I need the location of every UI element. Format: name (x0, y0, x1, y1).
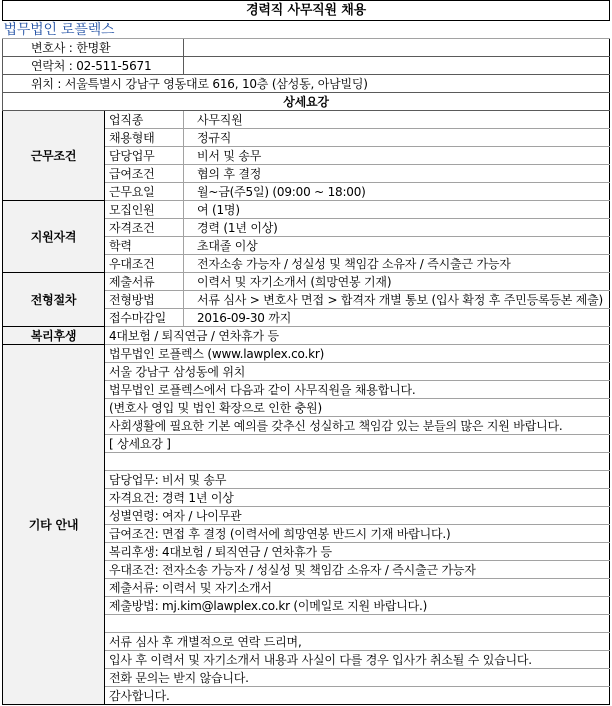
note-line: 법무법인 로플렉스 (www.lawplex.co.kr) (105, 345, 610, 363)
value-education: 초대졸 이상 (184, 237, 610, 255)
posting-title: 경력직 사무직원 채용 (3, 1, 610, 21)
label-job-category: 업직종 (105, 111, 184, 129)
note-detail-line: 제출방법: mj.kim@lawplex.co.kr (이메일로 지원 바랍니다.) (105, 597, 610, 615)
note-closing-line: 입사 후 이력서 및 자기소개서 내용과 사실이 다를 경우 입사가 취소될 수 있습니다. (105, 651, 610, 669)
note-detail-line: 복리후생: 4대보험 / 퇴직연금 / 연차휴가 등 (105, 543, 610, 561)
title-row (3, 1, 610, 21)
lawyer-info: 변호사 : 한명환 (3, 39, 184, 57)
note-row (3, 345, 610, 363)
welfare-value: 4대보험 / 퇴직연금 / 연차휴가 등 (105, 327, 610, 345)
category-work-conditions: 근무조건 (3, 111, 105, 201)
note-line: 법무법인 로플렉스에서 다음과 같이 사무직원을 채용합니다. (105, 381, 610, 399)
label-education: 학력 (105, 237, 184, 255)
value-employment-type: 정규직 (184, 129, 610, 147)
note-detail-line: 급여조건: 면접 후 결정 (이력서에 희망연봉 반드시 기재 바랍니다.) (105, 525, 610, 543)
job-posting-table (2, 0, 610, 705)
phone-info: 연락처 : 02-511-5671 (3, 57, 184, 75)
welfare-row (3, 327, 610, 345)
note-closing-line: 감사합니다. (105, 687, 610, 705)
note-line: 사회생활에 필요한 기본 예의를 갖추신 성실하고 책임감 있는 분들의 많은 지원 바랍니다. (105, 417, 610, 435)
lawyer-row (3, 39, 610, 57)
label-openings: 모집인원 (105, 201, 184, 219)
value-selection-process: 서류 심사 > 변호사 면접 > 합격자 개별 통보 (입사 확정 후 주민등록등본 제출) (184, 291, 610, 309)
lawyer-row-empty-cell (184, 39, 610, 57)
value-documents: 이력서 및 자기소개서 (희망연봉 기재) (184, 273, 610, 291)
note-detail-line: 담당업무: 비서 및 송무 (105, 471, 610, 489)
note-details-heading: [ 상세요강 ] (105, 435, 610, 453)
location-info: 위치 : 서울특별시 강남구 영동대로 616, 10층 (삼성동, 아남빌딩) (3, 75, 610, 93)
detail-row (3, 273, 610, 291)
value-openings: 여 (1명) (184, 201, 610, 219)
note-detail-line: 자격요건: 경력 1년 이상 (105, 489, 610, 507)
category-welfare: 복리후생 (3, 327, 105, 345)
label-deadline: 접수마감일 (105, 309, 184, 327)
company-row (3, 21, 610, 39)
details-title: 상세요강 (3, 93, 610, 111)
category-qualifications: 지원자격 (3, 201, 105, 273)
label-employment-type: 채용형태 (105, 129, 184, 147)
note-line: (변호사 영입 및 법인 확장으로 인한 충원) (105, 399, 610, 417)
label-work-days: 근무요일 (105, 183, 184, 201)
detail-row (3, 111, 610, 129)
details-title-row (3, 93, 610, 111)
note-line-empty (105, 615, 610, 633)
label-qualification: 자격조건 (105, 219, 184, 237)
company-name: 법무법인 로플렉스 (3, 21, 610, 39)
note-detail-line: 제출서류: 이력서 및 자기소개서 (105, 579, 610, 597)
value-preferred: 전자소송 가능자 / 성실성 및 책임감 소유자 / 즉시출근 가능자 (184, 255, 610, 273)
detail-row (3, 201, 610, 219)
phone-row (3, 57, 610, 75)
note-line: 서울 강남구 삼성동에 위치 (105, 363, 610, 381)
location-row (3, 75, 610, 93)
value-job-category: 사무직원 (184, 111, 610, 129)
note-detail-line: 우대조건: 전자소송 가능자 / 성실성 및 책임감 소유자 / 즉시출근 가능자 (105, 561, 610, 579)
label-preferred: 우대조건 (105, 255, 184, 273)
value-work-days: 월~금(주5일) (09:00 ~ 18:00) (184, 183, 610, 201)
value-qualification: 경력 (1년 이상) (184, 219, 610, 237)
phone-row-empty-cell (184, 57, 610, 75)
value-duties: 비서 및 송무 (184, 147, 610, 165)
label-selection-process: 전형방법 (105, 291, 184, 309)
label-documents: 제출서류 (105, 273, 184, 291)
value-salary: 협의 후 결정 (184, 165, 610, 183)
value-deadline: 2016-09-30 까지 (184, 309, 610, 327)
category-selection: 전형절차 (3, 273, 105, 327)
note-closing-line: 서류 심사 후 개별적으로 연락 드리며, (105, 633, 610, 651)
note-line-empty (105, 453, 610, 471)
note-detail-line: 성별연령: 여자 / 나이무관 (105, 507, 610, 525)
label-duties: 담당업무 (105, 147, 184, 165)
category-other-info: 기타 안내 (3, 345, 105, 705)
label-salary: 급여조건 (105, 165, 184, 183)
note-closing-line: 전화 문의는 받지 않습니다. (105, 669, 610, 687)
